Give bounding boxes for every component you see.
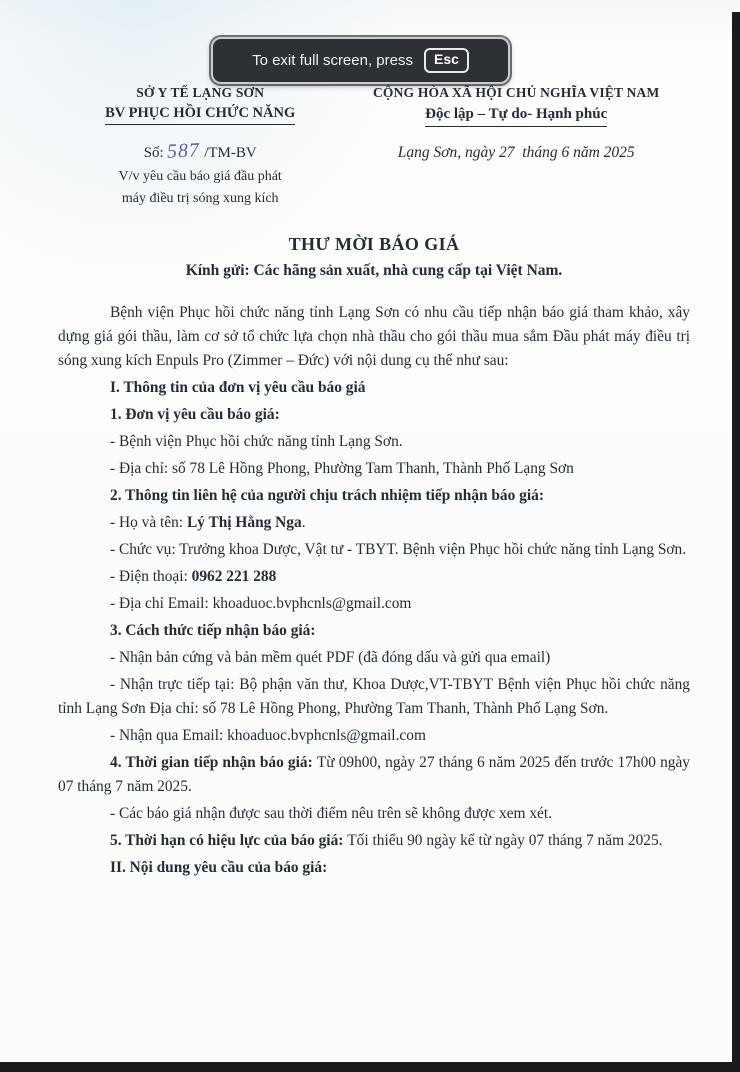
issuing-org-block <box>58 84 342 127</box>
paragraph: - Chức vụ: Trưởng khoa Dược, Vật tư - TBYT. Bệnh viện Phục hồi chức năng tỉnh Lạng Sơn. <box>110 540 687 558</box>
document-page <box>0 84 740 883</box>
ref-number-handwritten: 587 <box>166 139 201 164</box>
paragraph: Bệnh viện Phục hồi chức năng tỉnh Lạng Sơn có nhu cầu tiếp nhận báo giá tham khảo, xây dựng giá gói thầu, làm cơ sở tổ chức lựa chọn nhà thầu cho gói thầu mua sắm Đầu phát máy điều trị sóng xung kích Enpuls Pro (Zimmer – Đức) với nội dung cụ thể như sau: <box>58 303 690 369</box>
subject-line-1: V/v yêu cầu báo giá đầu phát <box>118 169 282 185</box>
paragraph: - Bệnh viện Phục hồi chức năng tỉnh Lạng Sơn. <box>110 432 403 450</box>
paragraph: 5. Thời hạn có hiệu lực của báo giá: Tối thiểu 90 ngày kể từ ngày 07 tháng 7 năm 2025. <box>110 831 663 849</box>
fullscreen-exit-toast <box>211 37 510 84</box>
subject-block <box>58 166 342 209</box>
document-body <box>58 301 690 880</box>
paragraph: 3. Cách thức tiếp nhận báo giá: <box>110 621 316 639</box>
paragraph: I. Thông tin của đơn vị yêu cầu báo giá <box>110 378 366 396</box>
paragraph: - Điện thoại: 0962 221 288 <box>110 567 277 585</box>
national-motto: Độc lập – Tự do- Hạnh phúc <box>425 103 607 128</box>
paragraph: - Nhận trực tiếp tại: Bộ phận văn thư, Khoa Dược,VT-TBYT Bệnh viện Phục hồi chức năng tỉnh Lạng Sơn Địa chỉ: số 78 Lê Hồng Phong, Phường Tam Thanh, Thành Phố Lạng Sơn. <box>58 675 690 717</box>
paragraph: - Địa chỉ Email: khoaduoc.bvphcnls@gmail.com <box>110 594 412 612</box>
ref-suffix: /TM-BV <box>204 145 257 162</box>
paragraph: 2. Thông tin liên hệ của người chịu trách nhiệm tiếp nhận báo giá: <box>110 486 544 504</box>
paragraph: 4. Thời gian tiếp nhận báo giá: Từ 09h00, ngày 27 tháng 6 năm 2025 đến trước 17h00 ngày 07 tháng 7 năm 2025. <box>58 753 690 795</box>
national-header-block <box>342 84 690 127</box>
document-header <box>58 84 690 127</box>
org-parent-name: SỞ Y TẾ LẠNG SƠN <box>136 85 265 100</box>
paragraph: 1. Đơn vị yêu cầu báo giá: <box>110 405 280 423</box>
place-date: Lạng Sơn, ngày 27 tháng 6 năm 2025 <box>397 144 635 162</box>
title-block <box>58 234 690 280</box>
paragraph: - Địa chỉ: số 78 Lê Hồng Phong, Phường Tam Thanh, Thành Phố Lạng Sơn <box>110 459 574 477</box>
salutation: Kính gửi: Các hãng sản xuất, nhà cung cấp tại Việt Nam. <box>185 261 563 279</box>
paragraph: - Nhận bản cứng và bản mềm quét PDF (đã đóng dấu và gửi qua email) <box>110 648 551 666</box>
place-date-block <box>342 144 690 162</box>
paragraph: - Các báo giá nhận được sau thời điểm nêu trên sẽ không được xem xét. <box>110 804 552 822</box>
toast-message: To exit full screen, press <box>252 52 413 69</box>
reference-number <box>58 140 342 163</box>
document-title: THƯ MỜI BÁO GIÁ <box>288 233 460 254</box>
paragraph: - Họ và tên: Lý Thị Hằng Nga. <box>110 513 306 531</box>
org-name: BV PHỤC HỒI CHỨC NĂNG <box>105 103 295 125</box>
esc-key-badge: Esc <box>424 48 469 72</box>
ref-label: Số: <box>143 145 164 162</box>
scan-edge-bottom <box>0 1062 740 1072</box>
subject-line-2: máy điều trị sóng xung kích <box>121 191 279 207</box>
national-title: CỘNG HÒA XÃ HỘI CHỦ NGHĨA VIỆT NAM <box>372 85 660 100</box>
paragraph: - Nhận qua Email: khoaduoc.bvphcnls@gmail.com <box>110 726 426 744</box>
reference-row <box>58 140 690 163</box>
paragraph: II. Nội dung yêu cầu của báo giá: <box>110 858 328 876</box>
